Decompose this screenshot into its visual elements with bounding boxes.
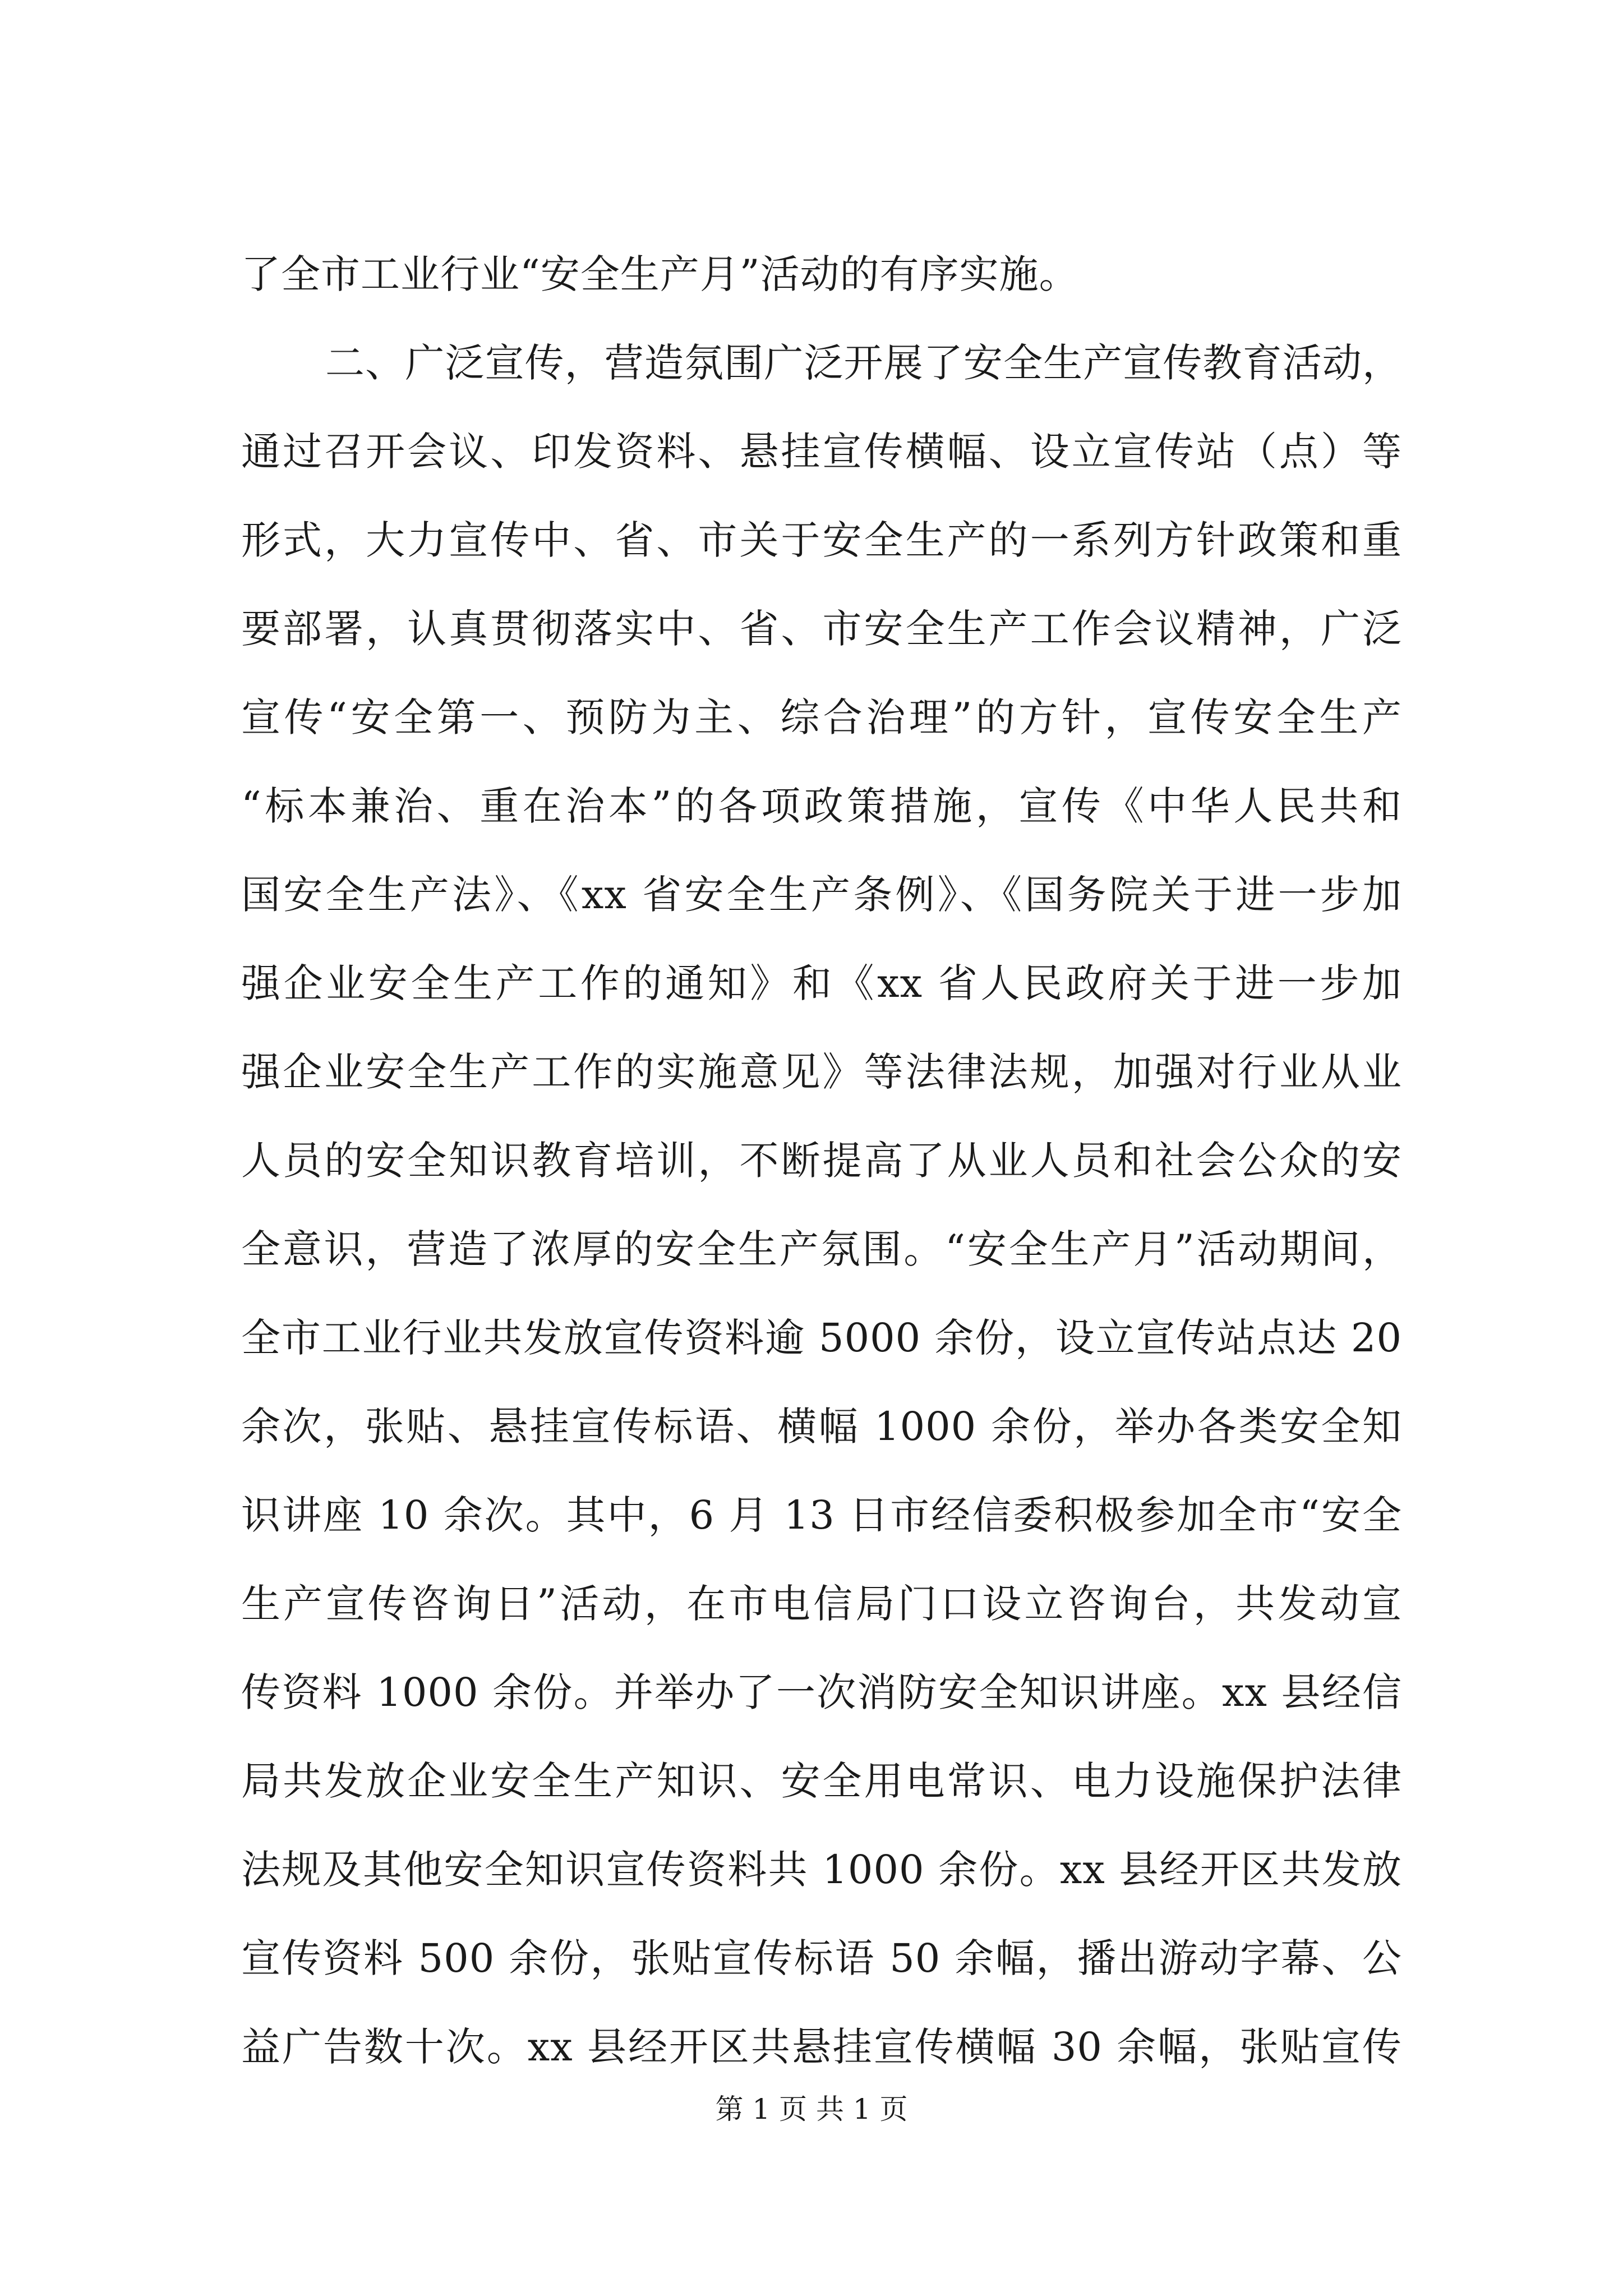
text-line: 全意识，营造了浓厚的安全生产氛围。“安全生产月”活动期间， [241,1226,1402,1272]
text-line: 形式，大力宣传中、省、市关于安全生产的一系列方针政策和重 [241,517,1402,563]
text-line: 生产宣传咨询日”活动，在市电信局门口设立咨询台，共发动宣 [241,1581,1402,1627]
text-line: 法规及其他安全知识宣传资料共 1000 余份。xx 县经开区共发放 [241,1847,1402,1893]
text-line: 要部署，认真贯彻落实中、省、市安全生产工作会议精神，广泛 [241,606,1402,652]
text-line: “标本兼治、重在治本”的各项政策措施，宣传《中华人民共和 [241,783,1402,829]
text-line: 国安全生产法》、《xx 省安全生产条例》、《国务院关于进一步加 [241,872,1402,918]
text-line: 了全市工业行业“安全生产月”活动的有序实施。 [241,251,1079,297]
text-line: 局共发放企业安全生产知识、安全用电常识、电力设施保护法律 [241,1758,1402,1804]
text-line: 强企业安全生产工作的通知》和《xx 省人民政府关于进一步加 [241,960,1402,1006]
text-line: 余次，张贴、悬挂宣传标语、横幅 1000 余份，举办各类安全知 [241,1404,1402,1450]
text-line: 强企业安全生产工作的实施意见》等法律法规，加强对行业从业 [241,1049,1402,1095]
text-line: 益广告数十次。xx 县经开区共悬挂宣传横幅 30 余幅，张贴宣传 [241,2024,1402,2070]
text-line: 识讲座 10 余次。其中，6 月 13 日市经信委积极参加全市“安全 [241,1492,1402,1538]
text-line: 宣传资料 500 余份，张贴宣传标语 50 余幅，播出游动字幕、公 [241,1935,1402,1981]
page-footer: 第 1 页 共 1 页 [715,2093,908,2125]
text-line: 宣传“安全第一、预防为主、综合治理”的方针，宣传安全生产 [241,694,1402,740]
text-line: 二、广泛宣传，营造氛围广泛开展了安全生产宣传教育活动， [325,340,1402,386]
text-line: 传资料 1000 余份。并举办了一次消防安全知识讲座。xx 县经信 [241,1669,1402,1715]
text-line: 人员的安全知识教育培训，不断提高了从业人员和社会公众的安 [241,1138,1402,1184]
text-line: 全市工业行业共发放宣传资料逾 5000 余份，设立宣传站点达 20 [241,1315,1402,1361]
body-text [241,230,1402,2091]
text-line: 通过召开会议、印发资料、悬挂宣传横幅、设立宣传站（点）等 [241,429,1402,475]
